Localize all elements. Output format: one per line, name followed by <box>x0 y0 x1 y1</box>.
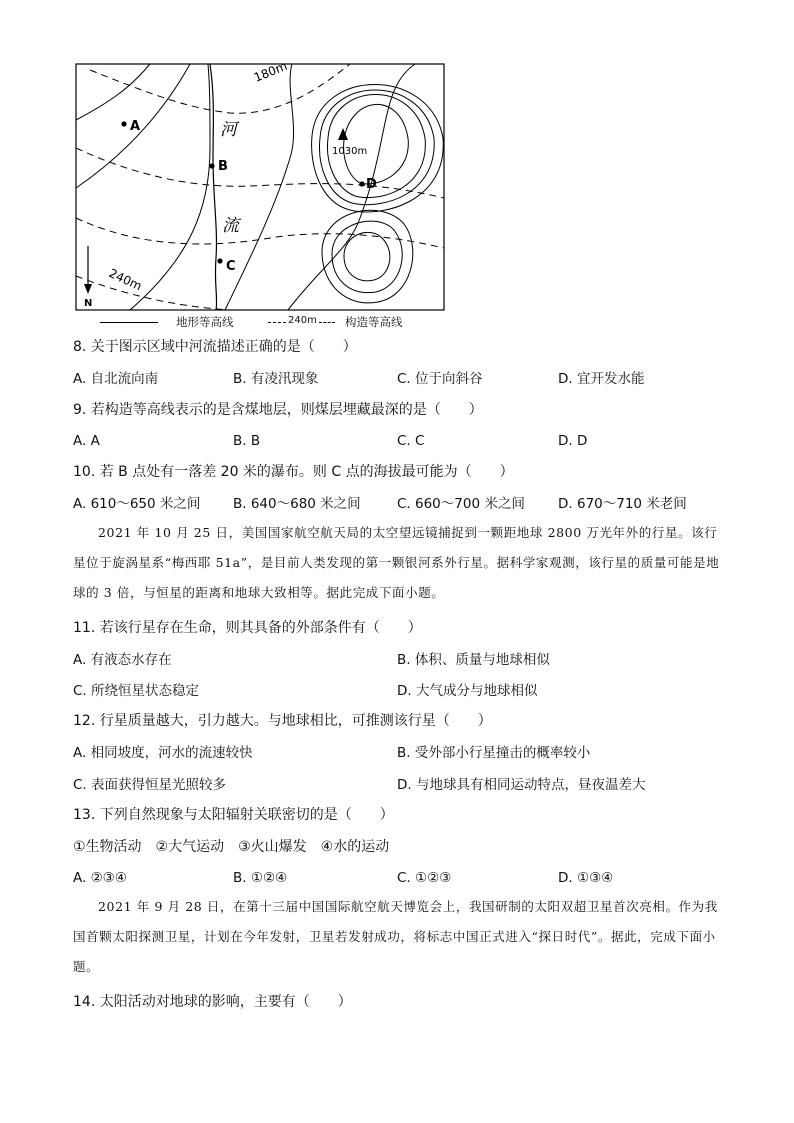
q8-option-c: C. 位于向斜谷 <box>397 371 483 387</box>
map-frame <box>76 64 444 310</box>
question-14-stem: 14. 太阳活动对地球的影响，主要有（ ） <box>73 994 352 1010</box>
contour-map <box>60 58 460 336</box>
q11-option-d: D. 大气成分与地球相似 <box>397 683 538 699</box>
passage-solar-satellite: 2021 年 9 月 28 日，在第十三届中国国际航空航天博览会上，我国研制的太阳双超卫星首次亮相。作为我国首颗太阳探测卫星，计划在今年发射，卫星若发射成功，将标志中国正式进入“探日时代”。据此，完成下面小题。 <box>73 899 718 974</box>
peak-elevation-label: 1030m <box>332 146 368 157</box>
legend-dashed-line <box>268 322 286 323</box>
q9-option-a: A. A <box>73 433 100 449</box>
q13-option-b: B. ①②④ <box>233 870 288 886</box>
q10-option-b: B. 640～680 米之间 <box>233 496 361 512</box>
point-b-label: B <box>218 159 228 174</box>
q8-option-b: B. 有凌汛现象 <box>233 371 319 387</box>
q8-option-d: D. 宜开发水能 <box>558 371 645 387</box>
map-legend <box>100 314 440 332</box>
north-label: N <box>84 298 93 309</box>
question-8-stem: 8. 关于图示区域中河流描述正确的是（ ） <box>73 339 357 355</box>
river-label-1: 河 <box>220 120 237 140</box>
q13-option-a: A. ②③④ <box>73 870 127 886</box>
q13-items: ①生物活动 ②大气运动 ③火山爆发 ④水的运动 <box>73 839 390 855</box>
q11-option-a: A. 有液态水存在 <box>73 652 172 668</box>
contour-240-label: 240m <box>106 266 145 294</box>
question-12-stem: 12. 行星质量越大，引力越大。与地球相比，可推测该行星（ ） <box>73 713 492 729</box>
q13-option-c: C. ①②③ <box>397 870 452 886</box>
point-a-label: A <box>130 119 141 134</box>
contour-180-label: 180m <box>251 58 290 85</box>
question-13-stem: 13. 下列自然现象与太阳辐射关联密切的是（ ） <box>73 807 394 823</box>
point-c-marker <box>217 258 222 263</box>
q12-option-c: C. 表面获得恒星光照较多 <box>73 777 227 793</box>
point-c-label: C <box>226 259 236 274</box>
legend-solid-line <box>100 322 158 323</box>
question-10-stem: 10. 若 B 点处有一落差 20 米的瀑布。则 C 点的海拔最可能为（ ） <box>73 464 514 480</box>
q10-option-a: A. 610～650 米之间 <box>73 496 201 512</box>
legend-structure-sample: 240m <box>288 315 317 326</box>
q11-option-b: B. 体积、质量与地球相似 <box>397 652 550 668</box>
point-d-marker <box>359 181 364 186</box>
q10-option-c: C. 660～700 米之间 <box>397 496 525 512</box>
question-11-stem: 11. 若该行星存在生命，则其具备的外部条件有（ ） <box>73 620 422 636</box>
legend-terrain-label: 地形等高线 <box>176 315 234 329</box>
q11-option-c: C. 所绕恒星状态稳定 <box>73 683 200 699</box>
point-b-marker <box>209 163 214 168</box>
q13-option-d: D. ①③④ <box>558 870 614 886</box>
q12-option-b: B. 受外部小行星撞击的概率较小 <box>397 745 591 761</box>
point-d-label: D <box>366 177 377 192</box>
q9-option-d: D. D <box>558 433 588 449</box>
point-a-marker <box>121 121 126 126</box>
q12-option-d: D. 与地球具有相同运动特点，昼夜温差大 <box>397 777 646 793</box>
passage-exoplanet: 2021 年 10 月 25 日，美国国家航空航天局的太空望远镜捕捉到一颗距地球 2800 万光年外的行星。该行星位于旋涡星系“梅西耶 51a”，是目前人类发现的第一颗银河系外行星。据科学家观测，该行星的质量可能是地球的 3 倍，与恒星的距离和地球大致相等。据此完成下面小题。 <box>73 525 720 600</box>
legend-dashed-line-2 <box>319 322 335 323</box>
river-label-2: 流 <box>222 216 239 236</box>
legend-structure-label: 构造等高线 <box>345 315 403 329</box>
q10-option-d: D. 670～710 米老间 <box>558 496 687 512</box>
q12-option-a: A. 相同坡度，河水的流速较快 <box>73 745 253 761</box>
question-9-stem: 9. 若构造等高线表示的是含煤地层，则煤层埋藏最深的是（ ） <box>73 402 483 418</box>
q8-option-a: A. 自北流向南 <box>73 371 159 387</box>
q9-option-b: B. B <box>233 433 261 449</box>
q9-option-c: C. C <box>397 433 425 449</box>
